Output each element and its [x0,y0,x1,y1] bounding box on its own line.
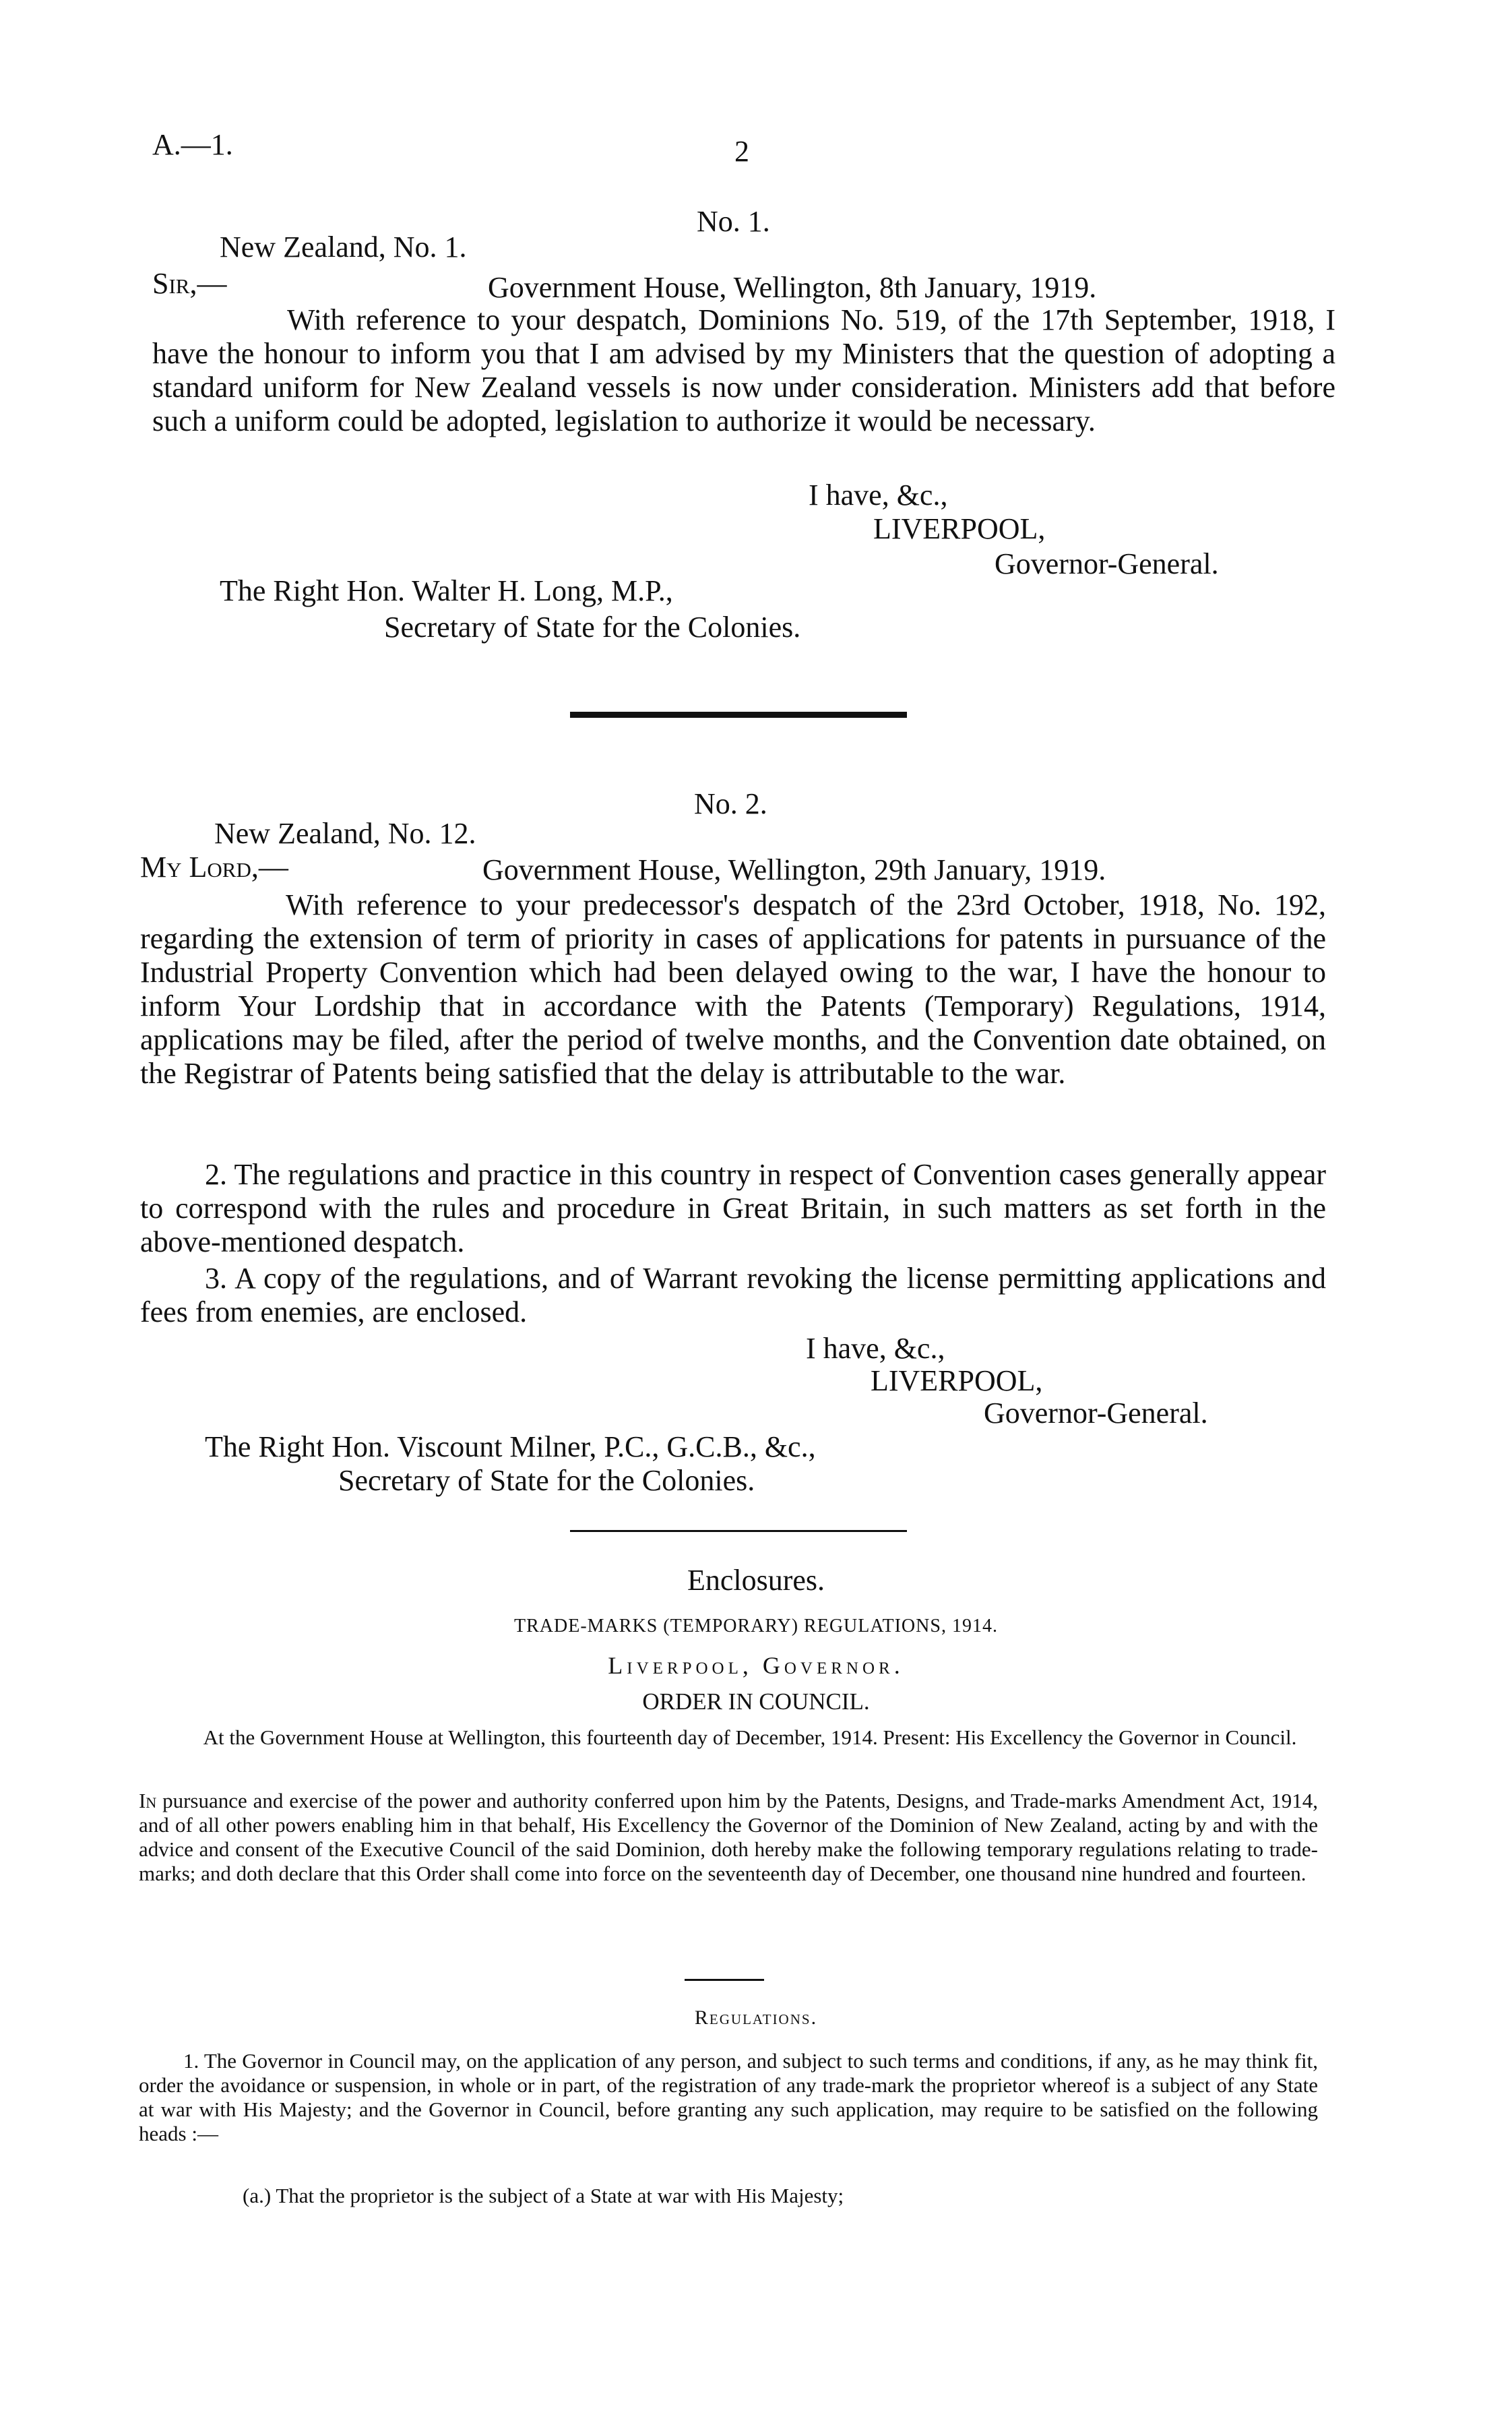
letter2-recipient: The Right Hon. Viscount Milner, P.C., G.C.B., &c., [205,1430,816,1463]
letter2-salutation: My Lord,— [140,851,288,884]
letter2-paragraph-3: 3. A copy of the regulations, and of Warrant revoking the license permitting applications and fees from enemies, are enclosed. [140,1262,1326,1328]
letter1-body: With reference to your despatch, Dominions No. 519, of the 17th September, 1918, I have the honour to inform you that I am advised by my Ministers that the question of adopting a standard uniform for New Zealand vessels is now under consideration. Ministers add that before such a uniform could be adopted, legislation to authorize it would be necessary. [152,303,1335,437]
enclosures-place-date: At the Government House at Wellington, this fourteenth day of December, 1914. Present: His Excellency the Governor in Council. [203,1725,1297,1749]
enclosures-preamble [139,1789,1318,1886]
letter1-recipient-title: Secretary of State for the Colonies. [384,611,801,644]
letter2-signature-title: Governor-General. [984,1397,1208,1430]
letter2-closing: I have, &c., [806,1332,945,1365]
page-number: 2 [734,135,749,168]
regulation-1: 1. The Governor in Council may, on the application of any person, and subject to such terms and conditions, if any, as he may think fit, order the avoidance or suspension, in whole or in part, of the registration of any trade-mark the proprietor whereof is a subject of any State at war with His Majesty; and the Governor in Council, before granting any such application, may require to be satisfied on the following heads :— [139,2049,1318,2145]
section-divider [570,1530,907,1532]
letter2-signature: LIVERPOOL, [871,1364,1043,1397]
letter2-paragraph-1: With reference to your predecessor's despatch of the 23rd October, 1918, No. 192, regarding the extension of term of priority in cases of applications for patents in pursuance of the Industrial Property Convention which had been delayed owing to the war, I have the honour to inform Your Lordship that in accordance with the Patents (Temporary) Regulations, 1914, applications may be filed, after the period of twelve months, and the Convention date obtained, on the Registrar of Patents being satisfied that the delay is attributable to the war. [140,888,1326,1090]
letter2-number: No. 2. [694,787,767,820]
section-divider-heavy [570,712,907,718]
letter1-address-date: Government House, Wellington, 8th January, 1919. [488,271,1097,304]
regulations-heading: Regulations. [694,2007,818,2029]
letter1-number: No. 1. [697,205,770,238]
enclosures-short-rule [685,1979,764,1981]
letter1-signature: LIVERPOOL, [873,512,1046,545]
letter1-recipient: The Right Hon. Walter H. Long, M.P., [220,574,673,607]
letter1-signature-title: Governor-General. [995,547,1219,580]
enclosures-title: TRADE-MARKS (TEMPORARY) REGULATIONS, 1914. [514,1616,998,1636]
letter1-closing: I have, &c., [809,479,948,512]
order-in-council-heading: ORDER IN COUNCIL. [642,1688,870,1715]
series-code: A.—1. [152,128,233,161]
letter2-ref: New Zealand, No. 12. [214,817,476,850]
letter2-address-date: Government House, Wellington, 29th January, 1919. [482,853,1106,886]
letter2-paragraph-2: 2. The regulations and practice in this country in respect of Convention cases generally appear to correspond with the rules and procedure in Great Britain, in such matters as set forth in the above-mentioned despatch. [140,1158,1326,1258]
letter1-salutation: Sir,— [152,267,227,300]
enclosures-governor: Liverpool, Governor. [608,1652,904,1679]
preamble-text: pursuance and exercise of the power and authority conferred upon him by the Patents, Designs, and Trade-marks Amendment Act, 1914, and of all other powers enabling him in that behalf, His Excellency the Governor of the Dominion of New Zealand, acting by and with the advice and consent of the Executive Council of the said Dominion, doth hereby make the following temporary regulations relating to trade-marks; and doth declare that this Order shall come into force on the seventeenth day of December, one thousand nine hundred and fourteen. [139,1789,1318,1885]
regulation-1a: (a.) That the proprietor is the subject of a State at war with His Majesty; [243,2184,844,2207]
preamble-lead: In [139,1789,157,1812]
letter2-recipient-title: Secretary of State for the Colonies. [338,1464,755,1497]
letter1-ref: New Zealand, No. 1. [220,231,467,264]
enclosures-heading: Enclosures. [687,1564,825,1597]
